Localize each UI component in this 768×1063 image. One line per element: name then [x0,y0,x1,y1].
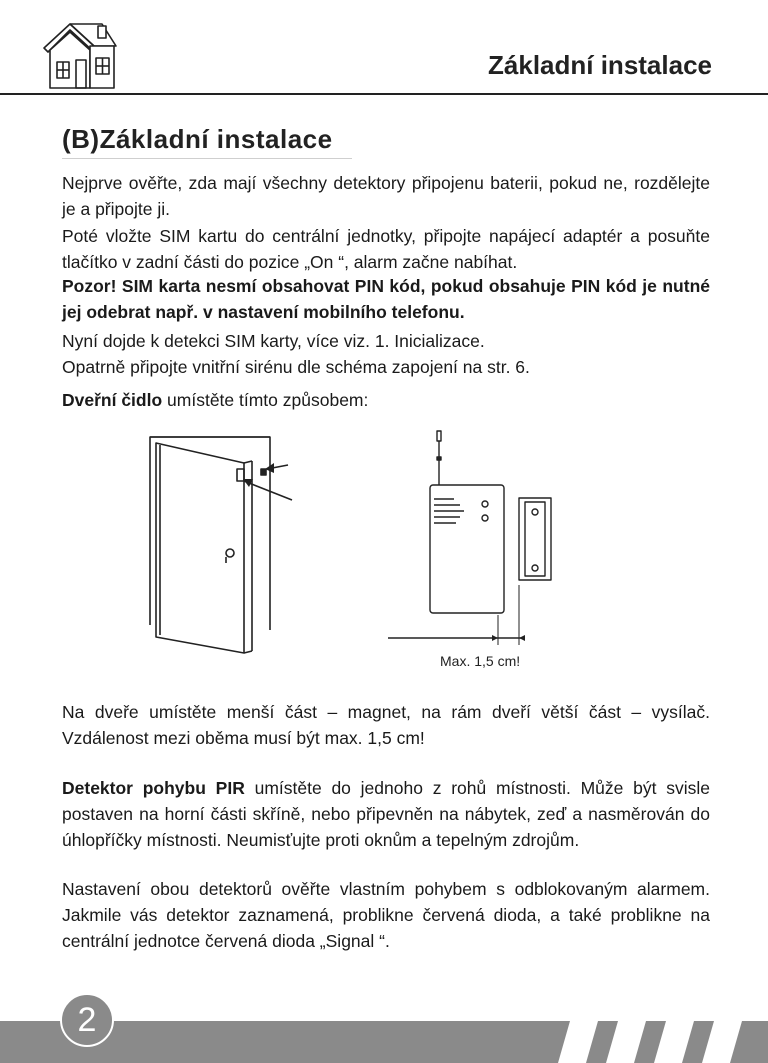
page-number: 2 [60,993,114,1047]
pir-detector-text: umístěte do jednoho z rohů místnosti. Může být svisle postaven na horní části skříně, nebo připevněn na nábytek, zeď a nasměrován do úhlopříčky místnosti. Neumisťujte proti oknům a tepelným zdrojům. [62,778,710,850]
paragraph-verification: Nastavení obou detektorů ověřte vlastním pohybem s odblokovaným alarmem. Jakmile vás detektor zaznamená, problikne červená dioda, a také problikne na centrální jednotce červená dioda „Signal “. [62,879,710,951]
header-divider [0,93,768,95]
paragraph-sim-install: Poté vložte SIM kartu do centrální jednotky, připojte napájecí adaptér a posuňte tlačítko v zadní části do pozice „On “, alarm začne nabíhat. [62,226,710,272]
distance-label: Max. 1,5 cm! [440,653,521,669]
header-title: Základní instalace [488,50,712,80]
door-sensor-text: umístěte tímto způsobem: [162,390,369,410]
paragraph-sim-detection: Nyní dojde k detekci SIM karty, více viz. 1. Inicializace. [62,331,485,351]
section-title-underline [62,158,352,159]
paragraph-siren: Opatrně připojte vnitřní sirénu dle schéma zapojení na str. 6. [62,357,530,377]
door-sensor-illustration [140,425,610,680]
paragraph-pir-detector [62,775,710,853]
paragraph-door-sensor [62,387,710,413]
paragraph-batteries: Nejprve ověřte, zda mají všechny detektory připojenu baterii, pokud ne, rozdělejte je a připojte ji. [62,173,710,219]
pir-detector-label: Detektor pohybu PIR [62,778,245,798]
house-icon [40,18,118,92]
footer-stripes [540,1021,768,1063]
paragraph-magnet-placement: Na dveře umístěte menší část – magnet, na rám dveří větší část – vysílač. Vzdálenost mezi oběma musí být max. 1,5 cm! [62,702,710,748]
door-sensor-label: Dveřní čidlo [62,390,163,410]
section-title: (B)Základní instalace [62,124,333,154]
paragraph-pin-warning: Pozor! SIM karta nesmí obsahovat PIN kód, pokud obsahuje PIN kód je nutné jej odebrat např. v nastavení mobilního telefonu. [62,276,710,322]
